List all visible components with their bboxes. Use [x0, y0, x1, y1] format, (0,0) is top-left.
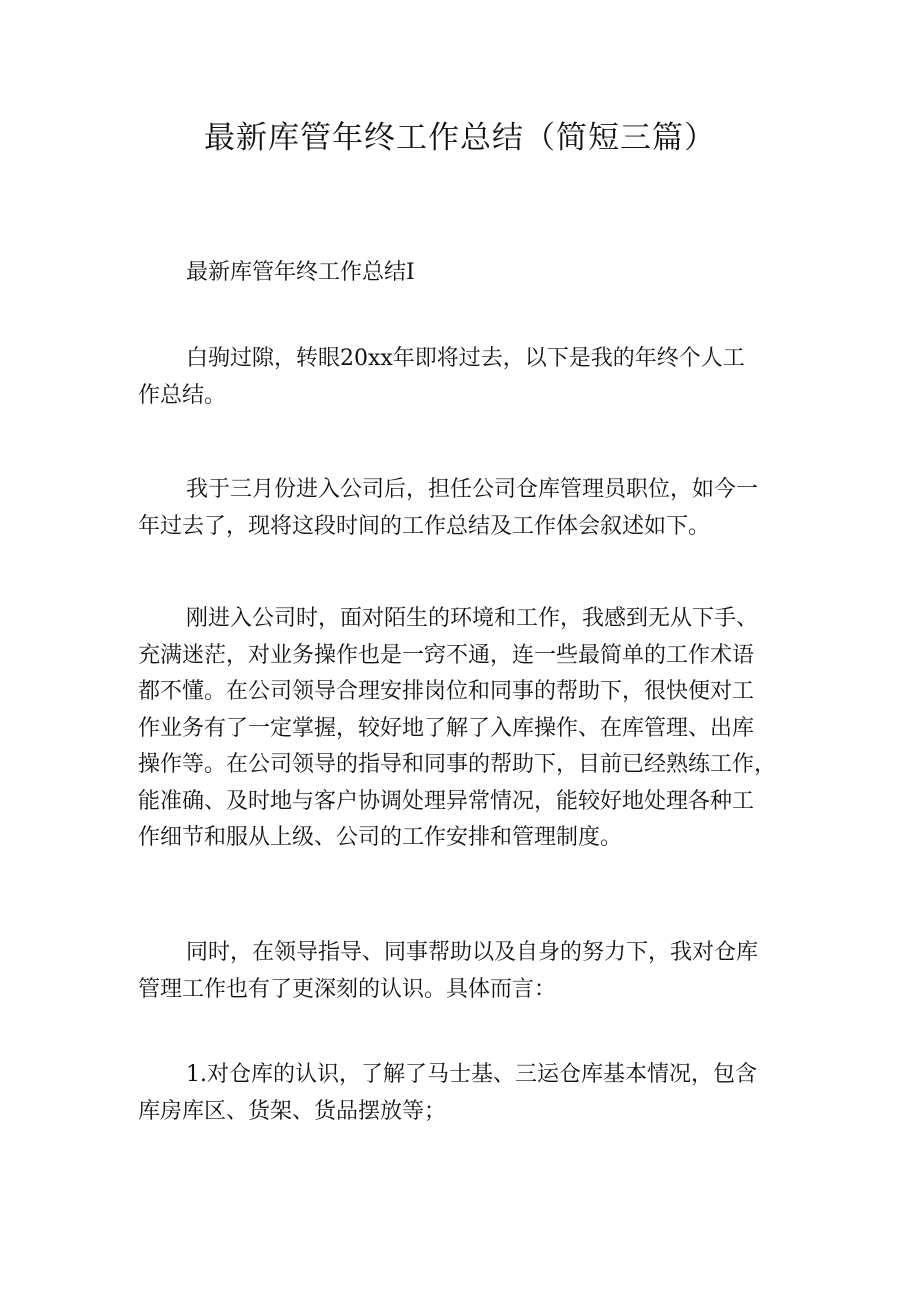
paragraph-4 — [138, 935, 788, 1008]
paragraph-line: 作总结。 — [138, 382, 227, 408]
paragraph-line: 1.对仓库的认识，了解了马士基、三运仓库基本情况，包含 — [186, 1062, 757, 1087]
paragraph-line: 管理工作也有了更深刻的认识。具体而言： — [138, 976, 557, 1002]
paragraph-3 — [138, 601, 788, 857]
section-heading — [138, 255, 788, 292]
paragraph-line: 同时，在领导指导、同事帮助以及自身的努力下，我对仓库 — [186, 940, 759, 965]
paragraph-line: 年过去了，现将这段时间的工作总结及工作体会叙述如下。 — [138, 513, 711, 539]
paragraph-2 — [138, 472, 788, 545]
section-heading-text: 最新库管年终工作总结Ⅰ — [186, 260, 415, 285]
paragraph-line: 都不懂。在公司领导合理安排岗位和同事的帮助下，很快便对工 — [138, 679, 755, 704]
paragraph-line: 库房库区、货架、货品摆放等； — [138, 1098, 447, 1124]
document-title: 最新库管年终工作总结（简短三篇） — [204, 120, 716, 156]
paragraph-line: 能准确、及时地与客户协调处理异常情况，能较好地处理各种工 — [138, 788, 755, 814]
paragraph-line: 刚进入公司时，面对陌生的环境和工作，我感到无从下手、 — [186, 606, 759, 631]
paragraph-1 — [138, 341, 788, 414]
paragraph-line: 作业务有了一定掌握，较好地了解了入库操作、在库管理、出库 — [138, 715, 755, 741]
paragraph-line: 我于三月份进入公司后，担任公司仓库管理员职位，如今一 — [186, 477, 759, 502]
paragraph-5 — [138, 1057, 788, 1130]
paragraph-line: 白驹过隙，转眼20xx年即将过去，以下是我的年终个人工 — [186, 346, 745, 371]
paragraph-line: 作细节和服从上级、公司的工作安排和管理制度。 — [138, 825, 623, 850]
paragraph-line: 操作等。在公司领导的指导和同事的帮助下，目前已经熟练工作， — [138, 752, 777, 777]
paragraph-line: 充满迷茫，对业务操作也是一窍不通，连一些最简单的工作术语 — [138, 642, 755, 668]
